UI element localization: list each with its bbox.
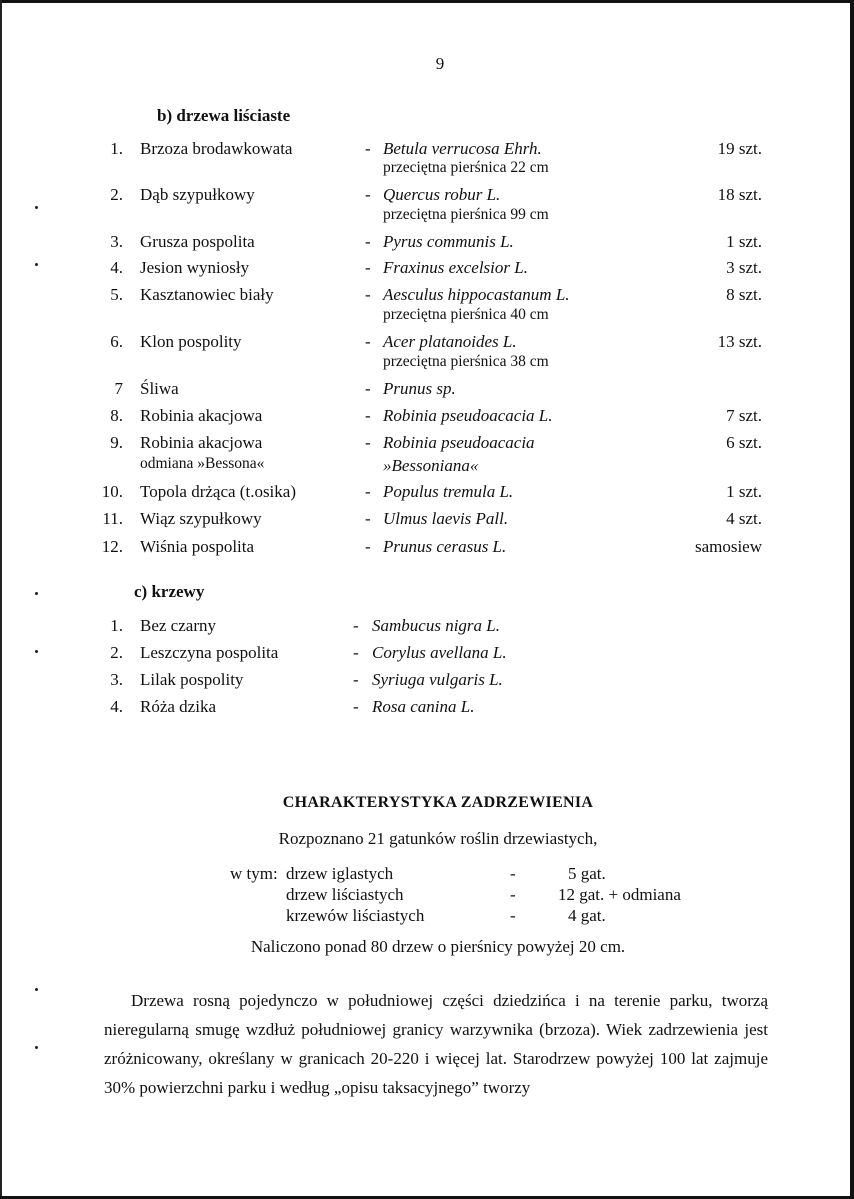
tree-count: 19 szt. [717,139,762,158]
tree-count: 4 szt. [726,509,762,528]
latin-variety-name: »Bessoniana« [383,456,479,475]
item-number: 6. [110,332,123,351]
dash: - [353,670,359,689]
item-number: 1. [110,139,123,158]
breakdown-label: krzewów liściastych [286,906,425,925]
binder-hole-mark [35,206,38,209]
item-number: 10. [101,482,123,501]
species-name: Klon pospolity [140,332,242,351]
latin-name: Aesculus hippocastanum L. [383,285,570,304]
dash: - [353,616,359,635]
tree-count: 3 szt. [726,258,762,277]
dash: - [365,482,371,501]
dash: - [365,537,371,556]
species-name: Wiśnia pospolita [140,537,255,556]
item-number: 2. [110,185,123,204]
item-number: 3. [110,670,123,689]
breakdown-value: 12 gat. + odmiana [558,885,681,904]
item-number: 5. [110,285,123,304]
item-number: 4. [110,697,123,716]
tree-count: 6 szt. [726,433,762,452]
dash: - [365,509,371,528]
latin-name: Acer platanoides L. [383,332,517,351]
latin-name: Prunus sp. [383,379,456,398]
tree-count: 1 szt. [726,482,762,501]
latin-name: Prunus cerasus L. [383,537,507,556]
item-number: 12. [101,537,123,556]
latin-name: Robinia pseudoacacia [383,433,535,452]
item-number: 11. [102,509,123,528]
item-number: 7 [114,379,123,398]
section-title: CHARAKTERYSTYKA ZADRZEWIENIA [282,794,594,811]
latin-name: Sambucus nigra L. [372,616,500,635]
body-paragraph: Drzewa rosną pojedynczo w południowej części dziedzińca i na terenie parku, tworzą nieregularną smugę wzdłuż południowej granicy warzywnika (brzoza). Wiek zadrzewienia jest zróżnicowany, określany w granicach 20-220 i więcej lat. Starodrzew powyżej 100 lat zajmuje 30% powierzchni parku i według „opisu taksacyjnego” tworzy [104,991,768,1097]
dash: - [353,697,359,716]
diameter-note: przeciętna pierśnica 22 cm [383,159,549,176]
scan-border-top [0,0,854,3]
breakdown-label: drzew iglastych [286,864,394,883]
latin-name: Populus tremula L. [383,482,514,501]
species-name: Grusza pospolita [140,232,255,251]
species-summary: Rozpoznano 21 gatunków roślin drzewiastych, [278,829,598,848]
item-number: 1. [110,616,123,635]
dash: - [510,864,516,883]
tree-count: 8 szt. [726,285,762,304]
diameter-note: przeciętna pierśnica 99 cm [383,206,549,223]
breakdown-prefix: w tym: [230,864,278,883]
species-name: Śliwa [140,379,179,398]
dash: - [365,139,371,158]
tree-count: 1 szt. [726,232,762,251]
species-name: Jesion wyniosły [140,258,250,277]
binder-hole-mark [35,1046,38,1049]
latin-name: Syriuga vulgaris L. [372,670,503,689]
breakdown-value: 4 gat. [568,906,606,925]
breakdown-value: 5 gat. [568,864,606,883]
dash: - [365,285,371,304]
binder-hole-mark [35,263,38,266]
dash: - [365,406,371,425]
latin-name: Quercus robur L. [383,185,501,204]
scan-border-left [0,0,2,1199]
dash: - [510,906,516,925]
item-number: 3. [110,232,123,251]
tree-count: 18 szt. [717,185,762,204]
latin-name: Rosa canina L. [372,697,475,716]
tree-count: samosiew [694,537,762,556]
species-name: Dąb szypułkowy [140,185,255,204]
species-name: Topola drżąca (t.osika) [140,482,296,501]
page-number: 9 [435,54,445,73]
tree-count: 7 szt. [726,406,762,425]
variety-name: odmiana »Bessona« [140,455,265,472]
species-name: Kasztanowiec biały [140,285,274,304]
breakdown-label: drzew liściastych [286,885,404,904]
tree-count: 13 szt. [717,332,762,351]
dash: - [365,232,371,251]
dash: - [365,185,371,204]
dash: - [353,643,359,662]
dash: - [365,379,371,398]
species-name: Lilak pospolity [140,670,244,689]
species-name: Róża dzika [140,697,216,716]
scan-border-right [850,0,854,1199]
latin-name: Betula verrucosa Ehrh. [383,139,542,158]
latin-name: Pyrus communis L. [383,232,514,251]
latin-name: Ulmus laevis Pall. [383,509,509,528]
latin-name: Fraxinus excelsior L. [383,258,528,277]
latin-name: Robinia pseudoacacia L. [383,406,553,425]
section-heading-shrubs: c) krzewy [134,582,205,601]
latin-name: Corylus avellana L. [372,643,507,662]
item-number: 4. [110,258,123,277]
binder-hole-mark [35,592,38,595]
diameter-note: przeciętna pierśnica 38 cm [383,353,549,370]
dash: - [365,433,371,452]
item-number: 9. [110,433,123,452]
binder-hole-mark [35,988,38,991]
species-name: Leszczyna pospolita [140,643,279,662]
diameter-note: przeciętna pierśnica 40 cm [383,306,549,323]
species-name: Robinia akacjowa [140,406,263,425]
tree-count-summary: Naliczono ponad 80 drzew o pierśnicy powyżej 20 cm. [250,937,626,956]
dash: - [365,258,371,277]
dash: - [365,332,371,351]
item-number: 8. [110,406,123,425]
section-heading-trees: b) drzewa liściaste [157,106,291,125]
species-name: Robinia akacjowa [140,433,263,452]
species-name: Bez czarny [140,616,216,635]
binder-hole-mark [35,650,38,653]
species-name: Wiąz szypułkowy [140,509,262,528]
item-number: 2. [110,643,123,662]
dash: - [510,885,516,904]
species-name: Brzoza brodawkowata [140,139,293,158]
